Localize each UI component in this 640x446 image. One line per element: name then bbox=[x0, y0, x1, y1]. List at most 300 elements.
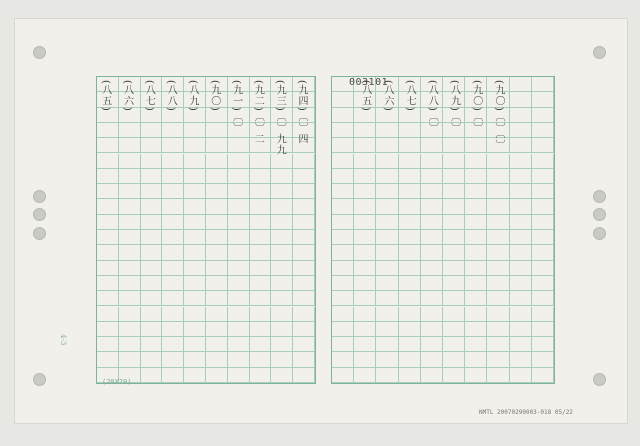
grid-cell bbox=[97, 215, 119, 230]
grid-cell bbox=[228, 184, 250, 199]
grid-cell bbox=[141, 169, 163, 184]
grid-cell bbox=[376, 123, 398, 138]
grid-cell bbox=[271, 352, 293, 367]
grid-cell bbox=[162, 261, 184, 276]
grid-cell bbox=[119, 215, 141, 230]
grid-cell bbox=[443, 261, 465, 276]
grid-cell bbox=[376, 184, 398, 199]
grid-cell bbox=[399, 322, 421, 337]
grid-cell bbox=[376, 322, 398, 337]
grid-cell bbox=[184, 184, 206, 199]
grid-cell bbox=[510, 245, 532, 260]
grid-cell bbox=[271, 245, 293, 260]
grid-cell bbox=[271, 215, 293, 230]
grid-cell bbox=[271, 291, 293, 306]
paper-format-label: (20X20) bbox=[102, 378, 132, 386]
grid-cell bbox=[421, 215, 443, 230]
grid-cell bbox=[376, 138, 398, 153]
grid-cell bbox=[206, 307, 228, 322]
grid-cell bbox=[119, 138, 141, 153]
grid-cell bbox=[510, 215, 532, 230]
grid-cell bbox=[332, 352, 354, 367]
grid-cell bbox=[443, 215, 465, 230]
grid-cell bbox=[228, 337, 250, 352]
grid-cell bbox=[206, 261, 228, 276]
grid-cell bbox=[332, 199, 354, 214]
grid-cell bbox=[421, 138, 443, 153]
grid-cell bbox=[97, 307, 119, 322]
grid-cell bbox=[141, 368, 163, 383]
grid-cell bbox=[206, 291, 228, 306]
right-page-column: (八八)〔〕 bbox=[426, 80, 438, 134]
grid-cell bbox=[271, 261, 293, 276]
grid-cell bbox=[465, 261, 487, 276]
grid-cell bbox=[97, 138, 119, 153]
grid-cell bbox=[443, 245, 465, 260]
grid-cell bbox=[421, 154, 443, 169]
binder-hole-left-1 bbox=[33, 46, 46, 59]
grid-cell bbox=[465, 169, 487, 184]
grid-cell bbox=[465, 138, 487, 153]
grid-cell bbox=[206, 337, 228, 352]
grid-cell bbox=[141, 215, 163, 230]
grid-cell bbox=[443, 352, 465, 367]
grid-cell bbox=[271, 368, 293, 383]
grid-cell bbox=[510, 184, 532, 199]
grid-cell bbox=[228, 169, 250, 184]
grid-cell bbox=[332, 337, 354, 352]
grid-cell bbox=[97, 169, 119, 184]
grid-cell bbox=[376, 307, 398, 322]
grid-cell bbox=[184, 230, 206, 245]
left-page-column: (九二)〔〕二 bbox=[252, 80, 264, 145]
grid-cell bbox=[250, 322, 272, 337]
binder-hole-left-4 bbox=[33, 227, 46, 240]
grid-cell bbox=[97, 261, 119, 276]
grid-cell bbox=[250, 291, 272, 306]
grid-cell bbox=[141, 291, 163, 306]
grid-cell bbox=[97, 337, 119, 352]
left-page-column: (八七) bbox=[143, 80, 155, 112]
grid-cell bbox=[532, 352, 554, 367]
grid-cell bbox=[465, 368, 487, 383]
grid-cell bbox=[293, 184, 315, 199]
grid-cell bbox=[399, 291, 421, 306]
grid-cell bbox=[421, 261, 443, 276]
grid-cell bbox=[228, 138, 250, 153]
grid-cell bbox=[119, 322, 141, 337]
grid-cell bbox=[162, 368, 184, 383]
grid-cell bbox=[332, 108, 354, 123]
grid-cell bbox=[162, 169, 184, 184]
grid-cell bbox=[141, 154, 163, 169]
grid-cell bbox=[354, 138, 376, 153]
grid-cell bbox=[184, 154, 206, 169]
grid-cell bbox=[465, 199, 487, 214]
grid-cell bbox=[162, 215, 184, 230]
grid-cell bbox=[228, 199, 250, 214]
grid-cell bbox=[206, 169, 228, 184]
grid-cell bbox=[332, 307, 354, 322]
grid-cell bbox=[184, 245, 206, 260]
grid-cell bbox=[399, 138, 421, 153]
grid-cell bbox=[399, 123, 421, 138]
grid-cell bbox=[162, 352, 184, 367]
grid-cell bbox=[487, 215, 509, 230]
grid-cell bbox=[465, 215, 487, 230]
grid-cell bbox=[206, 276, 228, 291]
grid-cell bbox=[162, 199, 184, 214]
grid-cell bbox=[399, 245, 421, 260]
left-page-column: (九四)〔〕四 bbox=[296, 80, 307, 145]
grid-cell bbox=[532, 322, 554, 337]
grid-cell bbox=[141, 138, 163, 153]
grid-cell bbox=[465, 230, 487, 245]
grid-cell bbox=[332, 92, 354, 107]
right-page-column: (八九)〔〕 bbox=[448, 80, 460, 134]
grid-cell bbox=[271, 337, 293, 352]
grid-cell bbox=[271, 307, 293, 322]
grid-cell bbox=[532, 108, 554, 123]
grid-cell bbox=[421, 276, 443, 291]
grid-cell bbox=[487, 368, 509, 383]
grid-cell bbox=[206, 215, 228, 230]
grid-cell bbox=[399, 215, 421, 230]
grid-cell bbox=[293, 169, 315, 184]
grid-cell bbox=[510, 307, 532, 322]
grid-cell bbox=[250, 184, 272, 199]
grid-cell bbox=[487, 261, 509, 276]
grid-cell bbox=[184, 307, 206, 322]
grid-cell bbox=[206, 322, 228, 337]
grid-cell bbox=[97, 245, 119, 260]
grid-cell bbox=[443, 337, 465, 352]
grid-cell bbox=[465, 322, 487, 337]
grid-cell bbox=[465, 245, 487, 260]
grid-cell bbox=[376, 337, 398, 352]
grid-cell bbox=[97, 154, 119, 169]
grid-cell bbox=[332, 123, 354, 138]
grid-cell bbox=[293, 291, 315, 306]
grid-cell bbox=[510, 169, 532, 184]
grid-cell bbox=[119, 291, 141, 306]
grid-cell bbox=[465, 154, 487, 169]
grid-cell bbox=[97, 276, 119, 291]
grid-cell bbox=[332, 230, 354, 245]
grid-cell bbox=[206, 245, 228, 260]
grid-cell bbox=[399, 261, 421, 276]
left-page-column: (九一)〔〕 bbox=[230, 80, 242, 134]
grid-cell bbox=[399, 307, 421, 322]
grid-cell bbox=[354, 184, 376, 199]
grid-cell bbox=[228, 245, 250, 260]
grid-cell bbox=[487, 184, 509, 199]
grid-cell bbox=[399, 169, 421, 184]
grid-cell bbox=[141, 184, 163, 199]
grid-cell bbox=[376, 352, 398, 367]
grid-cell bbox=[119, 184, 141, 199]
binder-hole-right-3 bbox=[593, 208, 606, 221]
grid-cell bbox=[162, 322, 184, 337]
grid-cell bbox=[184, 123, 206, 138]
grid-cell bbox=[354, 322, 376, 337]
grid-cell bbox=[293, 230, 315, 245]
grid-cell bbox=[487, 322, 509, 337]
grid-cell bbox=[206, 154, 228, 169]
left-page-column: (八六) bbox=[121, 80, 133, 112]
grid-cell bbox=[510, 352, 532, 367]
grid-cell bbox=[332, 291, 354, 306]
grid-cell bbox=[332, 368, 354, 383]
grid-cell bbox=[354, 230, 376, 245]
grid-cell bbox=[532, 184, 554, 199]
grid-cell bbox=[119, 352, 141, 367]
grid-cell bbox=[250, 199, 272, 214]
grid-cell bbox=[271, 276, 293, 291]
grid-cell bbox=[532, 230, 554, 245]
page-fold-mark: 4-3 bbox=[59, 334, 67, 346]
grid-cell bbox=[532, 199, 554, 214]
grid-cell bbox=[532, 154, 554, 169]
grid-cell bbox=[421, 245, 443, 260]
grid-cell bbox=[532, 291, 554, 306]
grid-cell bbox=[184, 322, 206, 337]
grid-cell bbox=[421, 169, 443, 184]
grid-cell bbox=[97, 199, 119, 214]
grid-cell bbox=[332, 184, 354, 199]
right-page-column: (八五) bbox=[359, 80, 371, 112]
grid-cell bbox=[250, 154, 272, 169]
grid-cell bbox=[141, 123, 163, 138]
catalog-number: NMTL 20070290003-018 05/22 bbox=[479, 409, 573, 416]
grid-cell bbox=[399, 337, 421, 352]
grid-cell bbox=[376, 154, 398, 169]
grid-cell bbox=[421, 368, 443, 383]
grid-cell bbox=[162, 291, 184, 306]
grid-cell bbox=[228, 291, 250, 306]
grid-cell bbox=[184, 169, 206, 184]
grid-cell bbox=[162, 154, 184, 169]
grid-cell bbox=[487, 154, 509, 169]
grid-cell bbox=[141, 307, 163, 322]
grid-cell bbox=[376, 199, 398, 214]
grid-cell bbox=[510, 77, 532, 92]
grid-cell bbox=[250, 368, 272, 383]
grid-cell bbox=[119, 261, 141, 276]
grid-cell bbox=[206, 230, 228, 245]
grid-cell bbox=[510, 337, 532, 352]
grid-cell bbox=[97, 291, 119, 306]
grid-cell bbox=[162, 138, 184, 153]
grid-cell bbox=[443, 307, 465, 322]
grid-cell bbox=[184, 261, 206, 276]
grid-cell bbox=[443, 230, 465, 245]
grid-cell bbox=[250, 230, 272, 245]
grid-cell bbox=[228, 322, 250, 337]
binder-hole-right-2 bbox=[593, 190, 606, 203]
grid-cell bbox=[184, 291, 206, 306]
grid-cell bbox=[162, 337, 184, 352]
grid-cell bbox=[532, 307, 554, 322]
grid-cell bbox=[184, 276, 206, 291]
right-page-column: (八七) bbox=[404, 80, 416, 112]
grid-cell bbox=[293, 215, 315, 230]
grid-cell bbox=[271, 184, 293, 199]
binder-hole-left-3 bbox=[33, 208, 46, 221]
grid-cell bbox=[141, 276, 163, 291]
grid-cell bbox=[119, 337, 141, 352]
grid-cell bbox=[487, 276, 509, 291]
grid-cell bbox=[354, 276, 376, 291]
grid-cell bbox=[228, 276, 250, 291]
left-page-column: (九〇) bbox=[208, 80, 220, 112]
left-page-column: (八九) bbox=[187, 80, 198, 112]
grid-cell bbox=[532, 123, 554, 138]
grid-cell bbox=[354, 368, 376, 383]
grid-cell bbox=[354, 245, 376, 260]
grid-cell bbox=[332, 261, 354, 276]
grid-cell bbox=[141, 245, 163, 260]
grid-cell bbox=[293, 154, 315, 169]
grid-cell bbox=[376, 169, 398, 184]
grid-cell bbox=[443, 138, 465, 153]
grid-cell bbox=[293, 337, 315, 352]
grid-cell bbox=[293, 368, 315, 383]
grid-cell bbox=[97, 322, 119, 337]
grid-cell bbox=[162, 245, 184, 260]
grid-cell bbox=[487, 291, 509, 306]
grid-cell bbox=[399, 230, 421, 245]
grid-cell bbox=[250, 169, 272, 184]
grid-cell bbox=[354, 291, 376, 306]
grid-cell bbox=[97, 123, 119, 138]
grid-cell bbox=[487, 245, 509, 260]
grid-cell bbox=[443, 154, 465, 169]
grid-cell bbox=[141, 261, 163, 276]
grid-cell bbox=[332, 215, 354, 230]
right-page-column: (九〇)〔〕〔〕 bbox=[493, 80, 504, 151]
grid-cell bbox=[228, 307, 250, 322]
grid-cell bbox=[119, 276, 141, 291]
grid-cell bbox=[510, 108, 532, 123]
grid-cell bbox=[206, 368, 228, 383]
grid-cell bbox=[228, 352, 250, 367]
grid-cell bbox=[443, 169, 465, 184]
manuscript-grid-right bbox=[331, 76, 555, 384]
grid-cell bbox=[510, 199, 532, 214]
grid-cell bbox=[487, 230, 509, 245]
left-page-column: (八五) bbox=[99, 80, 111, 112]
grid-cell bbox=[293, 307, 315, 322]
grid-cell bbox=[421, 199, 443, 214]
grid-cell bbox=[399, 184, 421, 199]
grid-cell bbox=[376, 368, 398, 383]
grid-cell bbox=[184, 138, 206, 153]
grid-cell bbox=[421, 322, 443, 337]
binder-hole-right-1 bbox=[593, 46, 606, 59]
grid-cell bbox=[184, 337, 206, 352]
grid-cell bbox=[443, 322, 465, 337]
grid-cell bbox=[487, 352, 509, 367]
grid-cell bbox=[206, 184, 228, 199]
grid-cell bbox=[487, 307, 509, 322]
grid-cell bbox=[141, 322, 163, 337]
grid-cell bbox=[250, 261, 272, 276]
grid-cell bbox=[443, 276, 465, 291]
grid-cell bbox=[293, 261, 315, 276]
grid-cell bbox=[376, 276, 398, 291]
grid-cell bbox=[162, 184, 184, 199]
grid-cell bbox=[119, 307, 141, 322]
grid-cell bbox=[532, 337, 554, 352]
grid-cell bbox=[97, 230, 119, 245]
grid-cell bbox=[162, 307, 184, 322]
grid-cell bbox=[332, 322, 354, 337]
grid-cell bbox=[487, 169, 509, 184]
grid-cell bbox=[376, 261, 398, 276]
grid-cell bbox=[510, 154, 532, 169]
grid-cell bbox=[228, 230, 250, 245]
grid-cell bbox=[119, 154, 141, 169]
grid-cell bbox=[332, 138, 354, 153]
grid-cell bbox=[271, 199, 293, 214]
grid-cell bbox=[465, 337, 487, 352]
grid-cell bbox=[271, 169, 293, 184]
binder-hole-left-2 bbox=[33, 190, 46, 203]
grid-cell bbox=[332, 154, 354, 169]
grid-cell bbox=[141, 230, 163, 245]
grid-cell bbox=[487, 337, 509, 352]
grid-cell bbox=[421, 352, 443, 367]
grid-cell bbox=[376, 291, 398, 306]
grid-cell bbox=[354, 199, 376, 214]
grid-cell bbox=[443, 368, 465, 383]
grid-cell bbox=[421, 291, 443, 306]
grid-cell bbox=[354, 307, 376, 322]
grid-cell bbox=[532, 276, 554, 291]
grid-cell bbox=[510, 322, 532, 337]
grid-cell bbox=[532, 368, 554, 383]
grid-cell bbox=[271, 230, 293, 245]
binder-hole-left-5 bbox=[33, 373, 46, 386]
right-page-column: (八六) bbox=[382, 80, 393, 112]
grid-cell bbox=[465, 352, 487, 367]
grid-cell bbox=[532, 245, 554, 260]
grid-cell bbox=[354, 123, 376, 138]
grid-cell bbox=[206, 123, 228, 138]
grid-cell bbox=[332, 245, 354, 260]
grid-cell bbox=[376, 215, 398, 230]
grid-cell bbox=[510, 92, 532, 107]
grid-cell bbox=[443, 199, 465, 214]
archive-stamp-number: 003101 bbox=[349, 77, 389, 88]
grid-cell bbox=[399, 276, 421, 291]
grid-cell bbox=[465, 184, 487, 199]
grid-cell bbox=[510, 276, 532, 291]
grid-cell bbox=[293, 245, 315, 260]
grid-cell bbox=[250, 215, 272, 230]
grid-cell bbox=[228, 154, 250, 169]
grid-cell bbox=[293, 322, 315, 337]
grid-cell bbox=[206, 138, 228, 153]
left-page-column: (九三)〔〕九九 bbox=[274, 80, 286, 156]
grid-cell bbox=[141, 352, 163, 367]
grid-cell bbox=[354, 352, 376, 367]
grid-cell bbox=[487, 199, 509, 214]
grid-cell bbox=[399, 352, 421, 367]
grid-cell bbox=[465, 291, 487, 306]
grid-cell bbox=[354, 215, 376, 230]
